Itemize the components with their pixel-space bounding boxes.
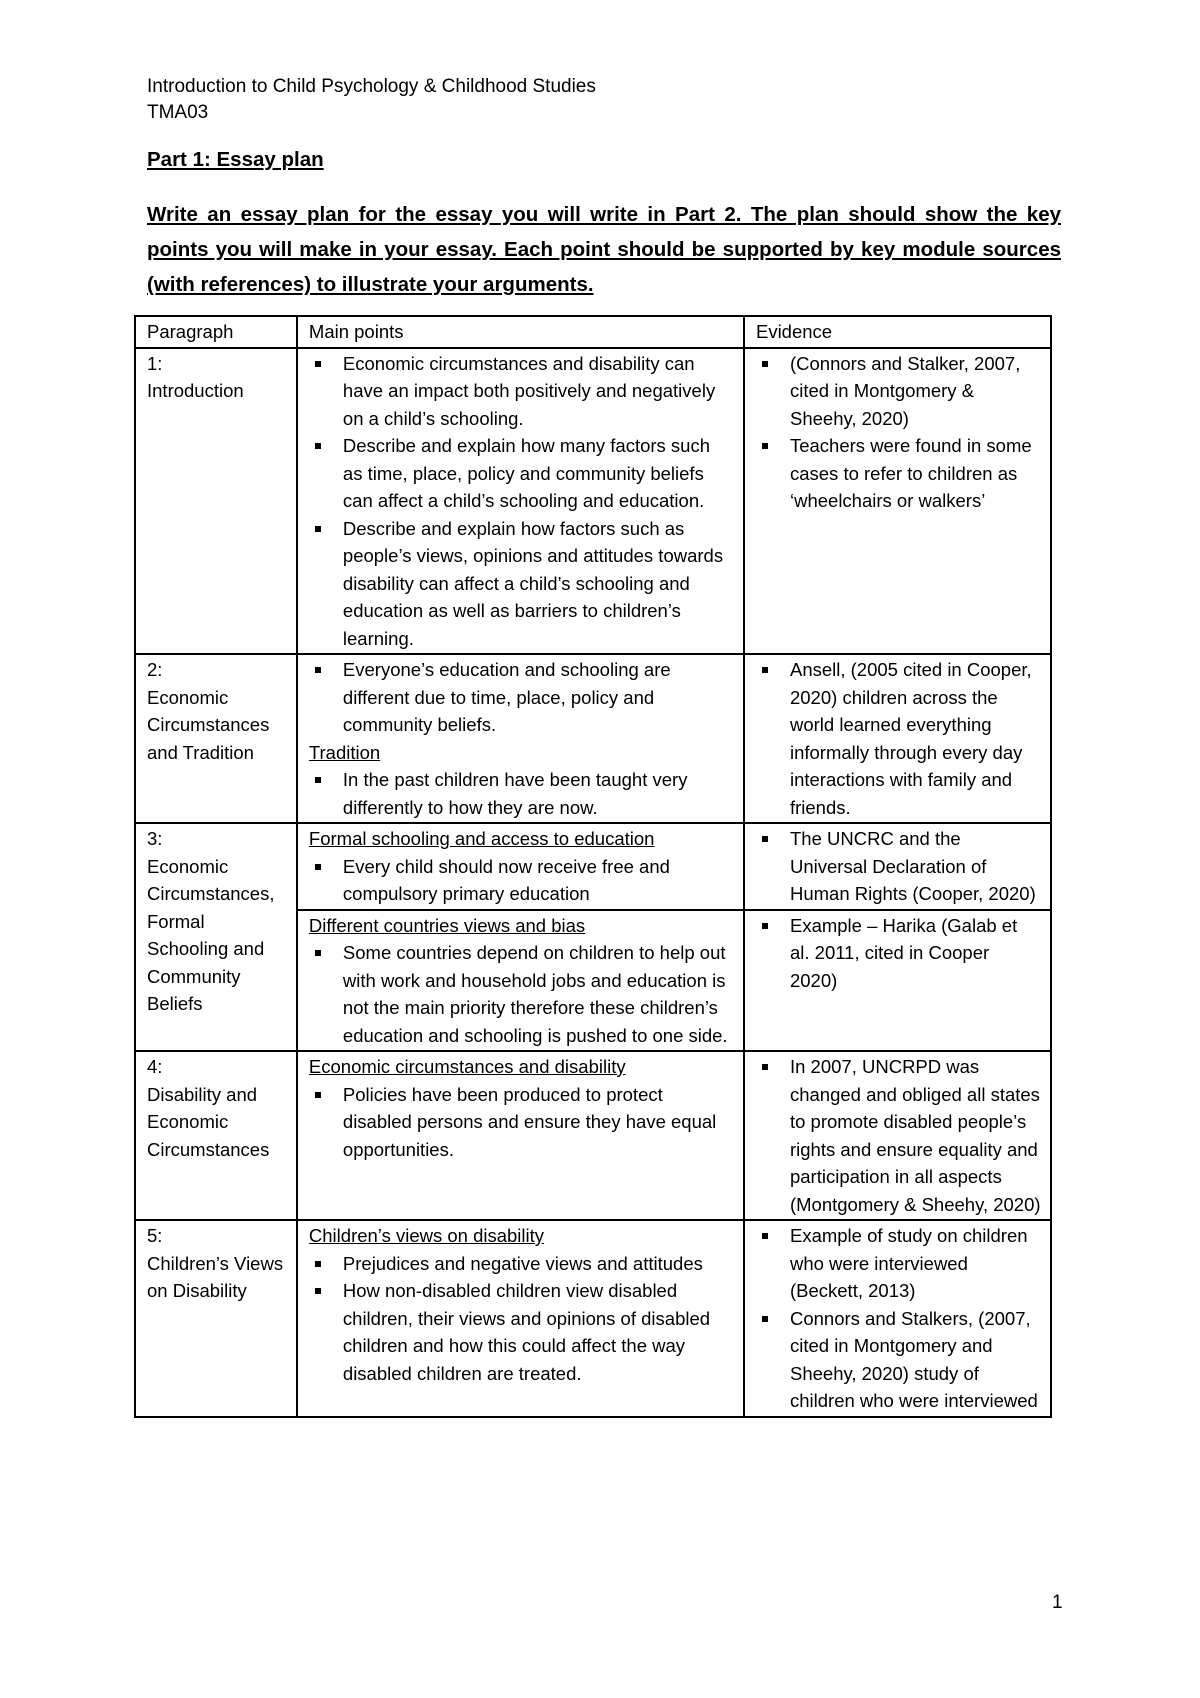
evidence-point: The UNCRC and the Universal Declaration of Human Rights (Cooper, 2020) [756, 825, 1041, 908]
subheading: Tradition [308, 741, 381, 763]
evidence-cell [744, 1051, 1051, 1220]
assignment-code: TMA03 [147, 102, 209, 123]
main-points-cell [297, 654, 744, 823]
table-row [135, 654, 1051, 823]
paragraph-number: 2: [147, 659, 163, 680]
instructions-text: Write an essay plan for the essay you will write in Part 2. The plan should show the key points you will make in your essay. Each point should be supported by key module sources (with references) to illustrate your arguments. [147, 203, 1061, 296]
paragraph-label: Economic Circumstances and Tradition [147, 686, 270, 763]
column-header-paragraph: Paragraph [135, 316, 297, 348]
bullet-point: Everyone’s education and schooling are different due to time, place, policy and community beliefs. [309, 656, 734, 739]
evidence-point: Example of study on children who were interviewed (Beckett, 2013) [756, 1222, 1041, 1305]
paragraph-cell [135, 1051, 297, 1220]
paragraph-cell [135, 654, 297, 823]
paragraph-label: Disability and Economic Circumstances [147, 1083, 270, 1160]
evidence-cell [744, 348, 1051, 655]
evidence-list [756, 825, 1041, 908]
evidence-list [756, 1053, 1041, 1218]
evidence-cell [744, 654, 1051, 823]
paragraph-label: Children’s Views on Disability [147, 1252, 284, 1301]
course-header: Introduction to Child Psychology & Childhood Studies [147, 76, 596, 97]
main-points-cell [297, 910, 744, 1052]
subheading: Formal schooling and access to education [308, 828, 655, 849]
paragraph-number: 5: [147, 1225, 163, 1246]
subheading: Children’s views on disability [308, 1225, 545, 1246]
main-points-cell [297, 348, 744, 655]
bullet-point: Describe and explain how many factors such as time, place, policy and community beliefs can affect a child’s schooling and education. [309, 432, 734, 515]
paragraph-number: 1: [147, 352, 163, 374]
paragraph-number: 4: [147, 1056, 163, 1077]
bullet-point: Every child should now receive free and compulsory primary education [309, 853, 734, 908]
paragraph-number: 3: [147, 828, 163, 849]
bullet-point: Some countries depend on children to help out with work and household jobs and education is not the main priority therefore these children’s education and schooling is pushed to one side. [309, 939, 734, 1049]
page-title: Part 1: Essay plan [147, 148, 324, 171]
evidence-point: Ansell, (2005 cited in Cooper, 2020) children across the world learned everything informally through every day interactions with family and friends. [756, 656, 1041, 821]
evidence-point: Teachers were found in some cases to refer to children as ‘wheelchairs or walkers’ [756, 432, 1041, 515]
paragraph-label: Introduction [147, 380, 244, 401]
bullet-list [309, 1081, 734, 1164]
evidence-list [756, 350, 1041, 515]
evidence-point: (Connors and Stalker, 2007, cited in Montgomery & Sheehy, 2020) [756, 350, 1041, 433]
paragraph-label: Economic Circumstances, Formal Schooling and Community Beliefs [147, 855, 275, 1014]
evidence-point: Connors and Stalkers, (2007, cited in Montgomery and Sheehy, 2020) study of children who were interviewed [756, 1305, 1041, 1415]
table-header-row [135, 316, 1051, 348]
evidence-list [756, 1222, 1041, 1415]
table-row [135, 1051, 1051, 1220]
table-row [135, 1220, 1051, 1417]
bullet-point: Describe and explain how factors such as people’s views, opinions and attitudes towards disability can affect a child’s schooling and education as well as barriers to children’s learning. [309, 515, 734, 653]
table-row [135, 348, 1051, 655]
column-header-evidence: Evidence [744, 316, 1051, 348]
evidence-point: In 2007, UNCRPD was changed and obliged all states to promote disabled people’s rights and ensure equality and participation in all aspects (Montgomery & Sheehy, 2020) [756, 1053, 1041, 1218]
evidence-list [756, 912, 1041, 995]
bullet-point: Policies have been produced to protect disabled persons and ensure they have equal opportunities. [309, 1081, 734, 1164]
evidence-list [756, 656, 1041, 821]
main-points-cell [297, 823, 744, 910]
evidence-cell [744, 910, 1051, 1052]
bullet-list [309, 1250, 734, 1388]
evidence-cell [744, 823, 1051, 910]
evidence-cell [744, 1220, 1051, 1417]
bullet-point: In the past children have been taught very differently to how they are now. [309, 766, 734, 821]
page-number: 1 [1052, 1592, 1063, 1613]
bullet-list [309, 939, 734, 1049]
bullet-point: How non-disabled children view disabled children, their views and opinions of disabled children and how this could affect the way disabled children are treated. [309, 1277, 734, 1387]
bullet-list [309, 766, 734, 821]
paragraph-cell [135, 823, 297, 1051]
main-points-cell [297, 1051, 744, 1220]
evidence-point: Example – Harika (Galab et al. 2011, cited in Cooper 2020) [756, 912, 1041, 995]
bullet-point: Prejudices and negative views and attitudes [309, 1250, 734, 1278]
bullet-list [309, 350, 734, 653]
bullet-point: Economic circumstances and disability can have an impact both positively and negatively on a child’s schooling. [309, 350, 734, 433]
column-header-main-points: Main points [297, 316, 744, 348]
paragraph-cell [135, 1220, 297, 1417]
paragraph-cell [135, 348, 297, 655]
subheading: Economic circumstances and disability [308, 1056, 626, 1077]
bullet-list [309, 853, 734, 908]
subheading: Different countries views and bias [308, 914, 586, 936]
bullet-list [309, 656, 734, 739]
essay-plan-table [134, 315, 1052, 1418]
main-points-cell [297, 1220, 744, 1417]
table-row [135, 823, 1051, 910]
